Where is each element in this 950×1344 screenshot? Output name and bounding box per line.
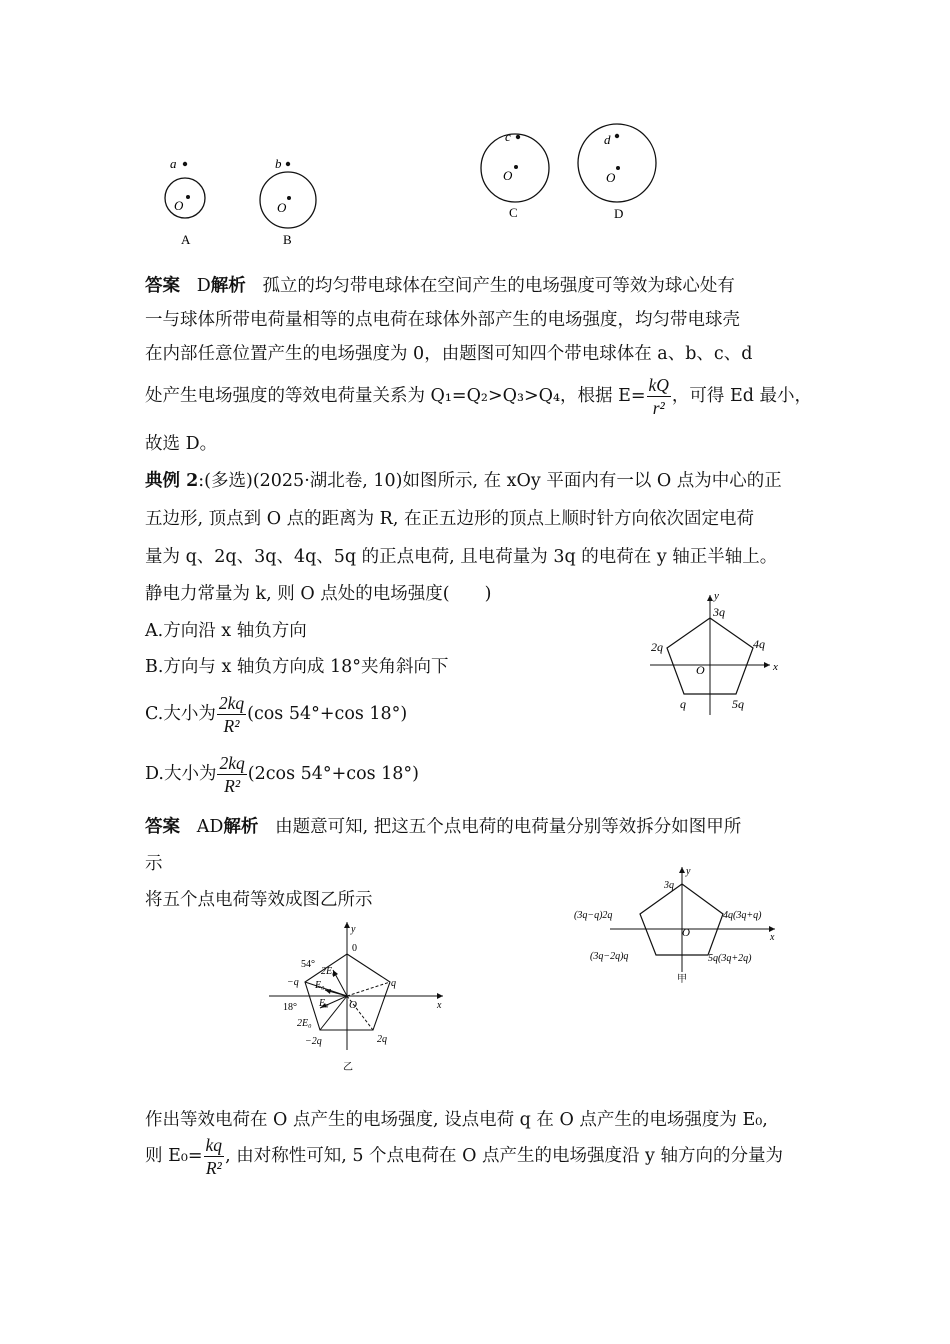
svg-text:3q: 3q — [713, 605, 725, 619]
fig-a-center: O — [174, 198, 184, 213]
svg-text:O: O — [349, 999, 357, 1011]
analysis-label: 解析 — [210, 276, 246, 296]
answer1-text-4-pre: 处产生电场强度的等效电荷量关系为 Q₁=Q₂>Q₃>Q₄，根据 E= — [145, 386, 646, 406]
figure-yi — [265, 918, 455, 1076]
svg-text:E₀: E₀ — [319, 998, 329, 1009]
svg-text:O: O — [696, 663, 705, 677]
answer1-text-2: 一与球体所带电荷量相等的点电荷在球体外部产生的电场强度，均匀带电球壳 — [145, 310, 740, 330]
svg-text:54°: 54° — [301, 959, 315, 970]
fig-d-center: O — [606, 170, 616, 185]
svg-text:x: x — [437, 1000, 442, 1011]
formula-kq-r2: $\frac{kQ}{\text{r²}}$ — [648, 375, 669, 418]
answer-value: D — [196, 276, 211, 296]
answer2-text-1: 由题意可知, 把这五个点电荷的电荷量分别等效拆分如图甲所 — [275, 817, 742, 837]
fig-d-caption: D — [614, 206, 624, 221]
svg-text:5q: 5q — [732, 697, 744, 711]
svg-text:2E₀: 2E₀ — [297, 1018, 312, 1029]
answer1-text-5: 故选 D。 — [145, 434, 218, 454]
fig-c-center: O — [503, 168, 513, 183]
svg-text:−q: −q — [287, 977, 299, 988]
example2-text-3: 量为 q、2q、3q、4q、5q 的正点电荷, 且电荷量为 3q 的电荷在 y 轴正半轴上。 — [145, 547, 778, 567]
example2-line1 — [145, 469, 782, 493]
svg-text:q: q — [391, 978, 396, 989]
figure-spheres — [150, 120, 670, 250]
svg-text:x: x — [770, 932, 775, 943]
svg-text:18°: 18° — [283, 1002, 297, 1013]
svg-text:2q: 2q — [377, 1034, 387, 1045]
answer1-text-1: 孤立的均匀带电球体在空间产生的电场强度可等效为球心处有 — [262, 276, 735, 296]
svg-text:q: q — [680, 697, 686, 711]
figure-pentagon — [640, 590, 790, 720]
answer2-text-3: 将五个点电荷等效成图乙所示 — [145, 890, 373, 910]
answer-label: 答案 — [145, 817, 180, 837]
svg-text:3q: 3q — [664, 880, 674, 891]
svg-text:甲: 甲 — [677, 974, 687, 985]
figure-a — [165, 156, 205, 247]
fig-c-point-label: c — [505, 129, 511, 144]
svg-text:y: y — [351, 924, 356, 935]
option-b: B.方向与 x 轴负方向成 18°夹角斜向下 — [145, 657, 449, 677]
option-a: A.方向沿 x 轴负方向 — [145, 621, 307, 641]
svg-text:5q(3q+2q): 5q(3q+2q) — [708, 953, 752, 964]
svg-text:y: y — [714, 590, 719, 602]
formula-kq-r2-e0: $\frac{kq}{\text{R²}}$ — [205, 1135, 223, 1178]
svg-text:y: y — [686, 866, 691, 877]
svg-text:O: O — [682, 927, 690, 939]
option-c: C.大小为 $\frac{2kq}{\text{R²}}$ (cos 54°+cos 18°) — [145, 693, 408, 736]
formula-2kq-r2-d: $\frac{2kq}{\text{R²}}$ — [219, 753, 245, 796]
answer1-text-4-post: ，可得 Ed 最小， — [671, 386, 813, 406]
example2-text-4: 静电力常量为 k, 则 O 点处的电场强度( ) — [145, 584, 492, 604]
answer2-text-2: 示 — [145, 854, 163, 874]
example2-text-1: :(多选)(2025·湖北卷, 10)如图所示, 在 xOy 平面内有一以 O 点为中心的正 — [198, 471, 782, 491]
fig-b-point-label: b — [275, 156, 282, 171]
figure-jia — [570, 862, 800, 987]
answer1-line4 — [145, 374, 812, 419]
svg-text:E₀: E₀ — [315, 980, 325, 991]
svg-text:4q: 4q — [753, 637, 765, 651]
fig-d-point-label: d — [604, 132, 611, 147]
formula-2kq-r2-c: $\frac{2kq}{\text{R²}}$ — [218, 693, 245, 736]
figure-d — [578, 124, 656, 221]
svg-text:(3q−2q)q: (3q−2q)q — [590, 951, 629, 962]
fig-b-center: O — [277, 200, 287, 215]
fig-b-caption: B — [283, 232, 292, 247]
answer-label: 答案 — [145, 276, 180, 296]
svg-text:−2q: −2q — [305, 1036, 322, 1047]
svg-text:2E₀: 2E₀ — [321, 966, 336, 977]
figure-b — [260, 156, 316, 247]
answer1-text-3: 在内部任意位置产生的电场强度为 0，由题图可知四个带电球体在 a、b、c、d — [145, 344, 753, 364]
svg-text:2q: 2q — [651, 640, 663, 654]
answer1-line1 — [145, 274, 735, 298]
answer-value: AD — [196, 817, 224, 837]
svg-text:0: 0 — [352, 943, 357, 954]
answer2-line1 — [145, 815, 741, 839]
conclusion-line2: 则 E₀= $\frac{kq}{\text{R²}}$ , 由对称性可知, 5 个点电荷在 O 点产生的电场强度沿 y 轴方向的分量为 — [145, 1135, 783, 1178]
fig-a-point-label: a — [170, 156, 177, 171]
fig-c-caption: C — [509, 205, 518, 220]
example2-text-2: 五边形, 顶点到 O 点的距离为 R, 在正五边形的顶点上顺时针方向依次固定电荷 — [145, 509, 754, 529]
svg-text:4q(3q+q): 4q(3q+q) — [723, 910, 762, 921]
conclusion-text-1: 作出等效电荷在 O 点产生的电场强度, 设点电荷 q 在 O 点产生的电场强度为 E₀, — [145, 1110, 768, 1130]
option-d: D.大小为 $\frac{2kq}{\text{R²}}$ (2cos 54°+cos 18°) — [145, 753, 420, 796]
svg-text:x: x — [773, 661, 778, 673]
svg-text:(3q−q)2q: (3q−q)2q — [574, 910, 613, 921]
fig-a-caption: A — [181, 232, 191, 247]
analysis-label: 解析 — [223, 817, 259, 837]
example2-label: 典例 2 — [145, 471, 199, 491]
svg-text:乙: 乙 — [343, 1062, 353, 1073]
figure-c — [481, 129, 549, 220]
